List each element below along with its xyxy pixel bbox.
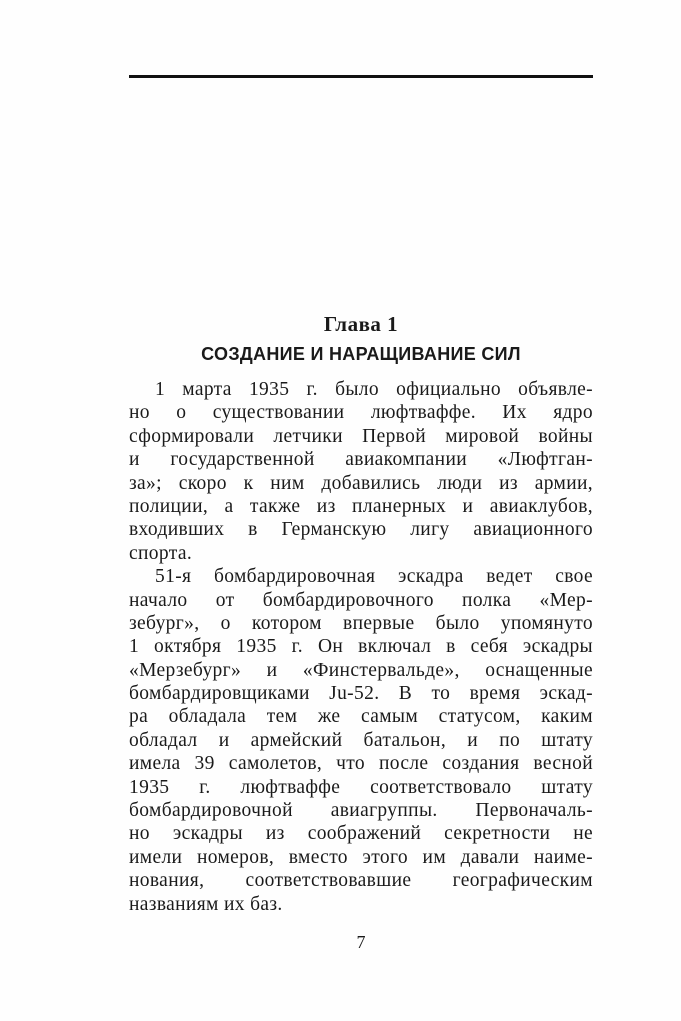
text-line: начало от бомбардировочного полка «Мер-: [129, 589, 593, 611]
text-line: сформировали летчики Первой мировой войны: [129, 425, 593, 447]
text-line: полиции, а также из планерных и авиаклубов,: [129, 495, 593, 517]
text-line: и государственной авиакомпании «Люфтган-: [129, 449, 593, 471]
text-line: спорта.: [129, 542, 193, 564]
chapter-title: СОЗДАНИЕ И НАРАЩИВАНИЕ СИЛ: [201, 344, 521, 364]
text-line: за»; скоро к ним добавились люди из армии,: [129, 472, 593, 494]
body-text: [129, 378, 593, 916]
text-line: нования, соответствовавшие географическим: [129, 870, 593, 892]
page-number: 7: [356, 932, 366, 952]
text-line: 1 марта 1935 г. было официально объявле-: [155, 379, 593, 400]
text-line: бомбардировщиками Ju-52. В то время эскад-: [129, 683, 593, 705]
text-line: входивших в Германскую лигу авиационного: [129, 519, 593, 541]
text-line: обладал и армейский батальон, и по штату: [129, 729, 593, 751]
text-line: но эскадры из соображений секретности не: [129, 823, 593, 845]
text-line: 1935 г. люфтваффе соответствовало штату: [129, 776, 593, 798]
text-line: «Мерзебург» и «Финстервальде», оснащенные: [129, 659, 593, 681]
text-line: 51-я бомбардировочная эскадра ведет свое: [155, 566, 593, 588]
text-line: но о существовании люфтваффе. Их ядро: [129, 402, 593, 424]
text-line: названиям их баз.: [129, 893, 283, 915]
text-line: зебург», о котором впервые было упомянуто: [129, 612, 593, 634]
text-line: имели номеров, вместо этого им давали наиме-: [129, 846, 593, 868]
text-line: ра обладала тем же самым статусом, каким: [129, 706, 593, 728]
top-rule-divider: [129, 75, 593, 78]
text-line: 1 октября 1935 г. Он включал в себя эскадры: [129, 636, 593, 658]
text-line: имела 39 самолетов, что после создания весной: [129, 753, 593, 775]
text-line: бомбардировочной авиагруппы. Первоначаль-: [129, 800, 593, 822]
chapter-number: Глава 1: [323, 312, 399, 336]
